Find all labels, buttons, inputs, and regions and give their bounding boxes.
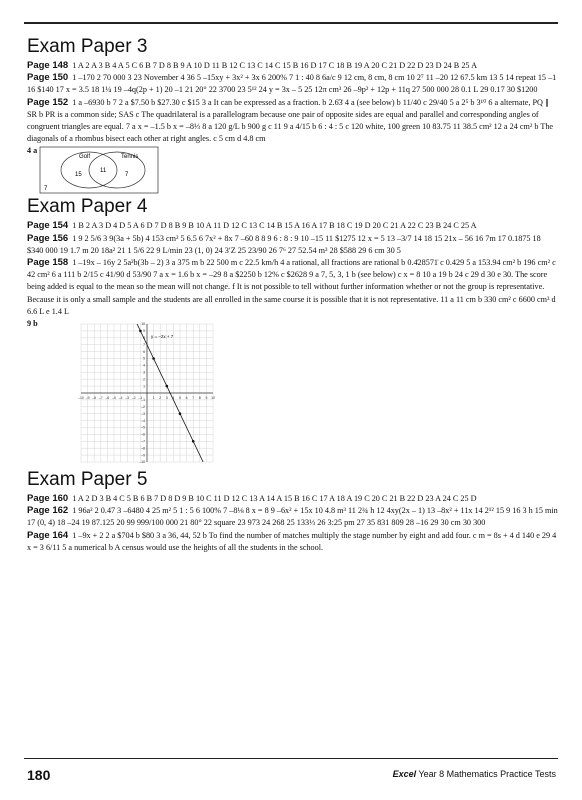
y-tick-label: –4 xyxy=(141,418,145,423)
y-tick-label: 1 xyxy=(143,384,145,389)
answer-line xyxy=(27,233,559,257)
graph-figure xyxy=(27,319,559,467)
x-tick-label: 1 xyxy=(152,396,155,401)
footer-title xyxy=(393,769,556,779)
venn-diagram xyxy=(39,146,159,194)
venn-left-only: 15 xyxy=(75,172,82,179)
x-tick-label: –9 xyxy=(85,396,90,401)
venn-right-only: 7 xyxy=(125,172,129,179)
y-tick-label: 4 xyxy=(143,363,145,368)
venn-left-label: Golf xyxy=(79,154,91,161)
x-tick-label: 8 xyxy=(198,396,201,401)
answer-text: 1 A 2 A 3 B 4 A 5 C 6 B 7 D 8 B 9 A 10 D 11 B 12 C 13 C 14 C 15 B 16 D 17 C 18 B 19 A 20 C 21 D 22 D 23 D 24 B 25 A xyxy=(72,61,478,70)
answer-line xyxy=(27,530,559,554)
answer-text: 1 –9x + 2 2 a $704 b $80 3 a 36, 44, 52 b To find the number of matches multiply the stage number by eight and add four. c m = 8s + 4 d 140 e 29 4 x = 3 6/11 5 a numerical b A census would use the heights of all the students in the school. xyxy=(27,530,557,552)
y-tick-label: 2 xyxy=(143,377,145,382)
y-tick-label: –2 xyxy=(141,405,145,410)
page-ref: Page 158 xyxy=(27,257,69,269)
y-tick-label: 3 xyxy=(143,370,145,375)
venn-outside: 7 xyxy=(44,186,48,193)
answer-text: 1 B 2 A 3 D 4 D 5 A 6 D 7 D 8 B 9 B 10 A 11 D 12 C 13 C 14 B 15 A 16 A 17 B 18 C 19 D 20 C 21 A 22 C 23 B 24 C 25 A xyxy=(72,221,477,231)
x-tick-label: –7 xyxy=(98,396,103,401)
answer-line xyxy=(27,220,559,232)
x-tick-label: –2 xyxy=(131,396,136,401)
page-ref: Page 162 xyxy=(27,505,69,517)
answer-text: 1 A 2 D 3 B 4 C 5 B 6 B 7 D 8 D 9 B 10 C 11 D 12 C 13 A 14 A 15 B 16 C 17 A 18 A 19 C 20 C 21 B 22 D 23 A 24 C 25 D xyxy=(72,494,477,504)
graph-point xyxy=(179,412,182,415)
x-tick-label: –6 xyxy=(105,396,110,401)
y-tick-label: –6 xyxy=(141,432,145,437)
footer-series: Year 8 Mathematics Practice Tests xyxy=(418,769,556,779)
answers-content xyxy=(27,36,559,554)
answer-line xyxy=(27,72,559,96)
x-tick-label: 2 xyxy=(159,396,162,401)
graph-point xyxy=(139,330,142,333)
answer-line xyxy=(27,97,559,146)
page-ref: Page 156 xyxy=(27,232,69,244)
page-ref: Page 164 xyxy=(27,529,69,541)
x-tick-label: –1 xyxy=(138,396,143,401)
x-tick-label: 7 xyxy=(192,396,195,401)
graph-point xyxy=(152,357,155,360)
x-tick-label: 10 xyxy=(211,396,215,401)
answer-text: 1 9 2 5/6 3 9(3a + 5b) 4 153 cm² 5 6.5 6 7x² + 8x 7 –60 8 8 9 6 : 8 : 9 10 –15 11 $1275 12 x = 5 13 –3/7 14 18 15 21x – 56 16 7m 17 0.1875 18 $340 000 19 1.7 m 20 18a² 21 1 5/6 22 9 L/min 23 (1, 0) 24 3′Z 25 23/90 26 7⁶ 27 52.54 m³ 28 $588 29 6 cm 30 5 xyxy=(27,233,541,255)
page-ref: Page 152 xyxy=(27,96,69,108)
page-ref: Page 150 xyxy=(27,72,69,84)
x-tick-label: 4 xyxy=(172,396,175,401)
y-tick-label: –10 xyxy=(139,460,145,465)
y-tick-label: –1 xyxy=(141,398,145,403)
x-tick-label: 3 xyxy=(165,396,168,401)
venn-label: 4 a xyxy=(27,146,38,156)
answer-line xyxy=(27,257,559,318)
page-ref: Page 154 xyxy=(27,220,69,232)
answer-text: 1 –170 2 70 000 3 23 November 4 36 5 –15xy + 3x² + 3x 6 200% 7 1 : 40 8 6a/c 9 12 cm, 8 cm, 8 cm 10 2⁷ 11 –20 12 67.5 km 13 5 14 repeat 15 –1 16 $140 17 x = 3.5 18 1¼ 19 –4q(2p + 1) 20 –1 21 20° 22 3700 23 5¹² 24 y = 3x – 5 25 12π cm³ 26 –9p² + 12p + 11q 27 500 000 28 0.1 L 29 0.17 30 $1200 xyxy=(27,73,557,95)
y-tick-label: 7 xyxy=(143,342,145,347)
graph-point xyxy=(166,385,169,388)
section-title: Exam Paper 3 xyxy=(27,36,148,57)
y-tick-label: –3 xyxy=(141,411,145,416)
y-tick-label: 9 xyxy=(143,329,145,334)
y-tick-label: –7 xyxy=(141,439,145,444)
answer-line xyxy=(27,60,559,72)
footer-rule xyxy=(24,758,558,759)
page-ref: Page 148 xyxy=(27,60,69,71)
y-tick-label: –8 xyxy=(141,446,145,451)
venn-right-label: Tennis xyxy=(121,154,139,161)
x-tick-label: 5 xyxy=(179,396,181,401)
x-tick-label: –4 xyxy=(118,396,123,401)
venn-figure xyxy=(27,146,559,194)
y-tick-label: 5 xyxy=(143,356,145,361)
footer-brand: Excel xyxy=(392,769,417,779)
answer-line xyxy=(27,505,559,529)
graph-point xyxy=(192,440,195,443)
y-tick-label: –5 xyxy=(141,425,145,430)
answer-line xyxy=(27,493,559,505)
x-tick-label: –10 xyxy=(78,396,84,401)
y-tick-label: –9 xyxy=(141,453,145,458)
x-tick-label: –5 xyxy=(112,396,116,401)
graph-label: 9 b xyxy=(27,319,38,329)
y-tick-label: 10 xyxy=(141,322,145,327)
answer-text: 1 –19x – 16y 2 5a²b(3b – 2) 3 a 375 m b 22 500 m c 22.5 km/h 4 a rational, all fractions are rational b 0.4̇28571̇ c 0.429 5 a 153.94 cm² b 196 cm² c 42 cm² 6 a 111 b 2/15 c 41/90 d 53/90 7 a x = 1.6 b x = –29 8 a $2250 b 12% c $2628 9 a 7, 5, 3, 1 b (see below) c x = 8 10 a 19 b 24 c 29 d 30 e 30. The score being added is equal to the mean so the mean will not change. f It is not possible to tell without further information whether or not the group is representative. Because it is only a small sample and the students are all enrolled in the same course it is possible that it is not representative. 11 a 11 cm b 330 cm² c 6600 cm³ d 6.6 L e 1.4 L xyxy=(27,258,556,316)
page-ref: Page 160 xyxy=(27,493,69,505)
answer-text: 1 a –6930 b 7 2 a $7.50 b $27.30 c $15 3 a It can be expressed as a fraction. b 2.6̇3̇ 4 a (see below) b 11/40 c 29/40 5 a 2⁵ b 3¹⁰ 6 a alternate, PQ ∥ SR b PR is a common side; SAS c The quadrilateral is a parallelogram because one pair of opposite sides are equal and parallel and corresponding angles of congruent triangles are equal. 7 a x = –1.5 b x = –8⅓ 8 a 120 g/L b 900 g c 11 9 a 4/15 b 6 : 4 : 5 c 120 white, 100 green 10 83.75 11 38.5 cm² 12 a 24 cm² b The diagonals of a rhombus bisect each other at right angles. c 5 cm d 4.8 cm xyxy=(27,97,554,144)
line-graph xyxy=(47,319,247,467)
x-tick-label: –3 xyxy=(125,396,130,401)
x-tick-label: 6 xyxy=(185,396,188,401)
line-equation-label: y = –2x + 7 xyxy=(150,333,174,339)
x-tick-label: –8 xyxy=(92,396,97,401)
answer-text: 1 96a² 2 0.47 3 –6480 4 25 m² 5 1 : 5 6 100% 7 –8⅛ 8 x = 8 9 –6x² + 15x 10 4.8 m³ 11 2¾ h 12 4xy(2x – 1) 13 –8x² + 11x 14 2¹² 15 9 16 3 h 15 min 17 (0, 4) 18 –24 19 87.125 20 99 999/100 000 21 80° 22 square 23 973 24 268 25 133⅓ 26 3:25 pm 27 35 831 809 28 –16 29 30 cm 30 300 xyxy=(27,506,558,528)
venn-both: 11 xyxy=(100,168,107,175)
y-tick-label: 6 xyxy=(143,349,145,354)
venn-universe xyxy=(40,147,158,193)
x-tick-label: 9 xyxy=(205,396,208,401)
top-rule xyxy=(24,22,558,24)
section-title: Exam Paper 4 xyxy=(27,196,148,218)
page-number: 180 xyxy=(27,767,51,783)
section-title: Exam Paper 5 xyxy=(27,469,148,491)
